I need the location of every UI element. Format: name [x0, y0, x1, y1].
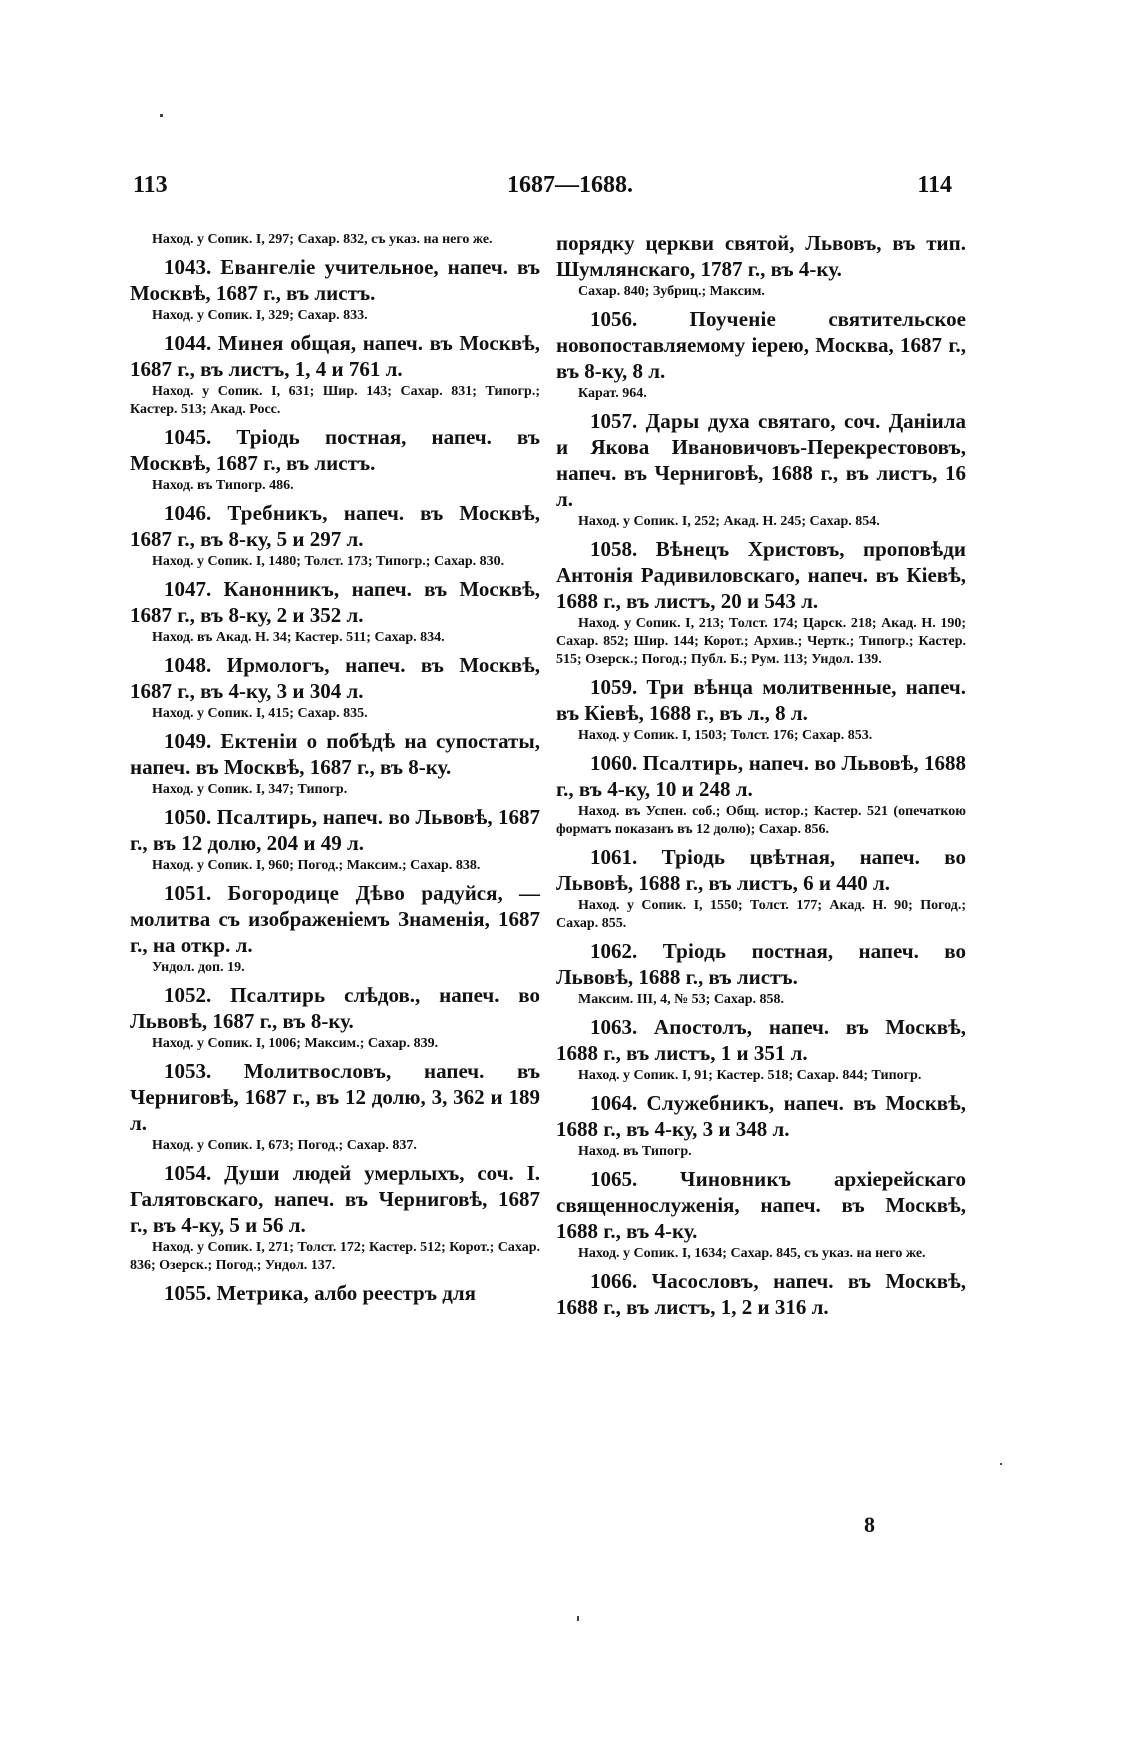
page-number-left: 113 — [133, 172, 168, 198]
entry-location-note: Наход. у Сопик. I, 1634; Сахар. 845, съ указ. на него же. — [578, 1246, 926, 1261]
entry-title: Тріодь — [236, 425, 300, 449]
entry-description — [130, 424, 540, 476]
entry-location-note: Наход. у Сопик. I, 631; Шир. 143; Сахар. 831; Типогр.; Кастер. 513; Акад. Росс. — [130, 384, 540, 417]
entry-title: Тріодь — [661, 845, 726, 869]
catalog-entry — [130, 982, 540, 1053]
entry-number: 1063. — [590, 1015, 638, 1039]
catalog-entry — [130, 576, 540, 647]
entry-description — [556, 1090, 966, 1142]
entry-description — [130, 576, 540, 628]
entry-title: Ектеніи — [220, 729, 298, 753]
entry-number: 1055. — [164, 1281, 212, 1305]
entry-description — [130, 880, 540, 958]
entry-location-note: Максим. III, 4, № 53; Сахар. 858. — [578, 992, 785, 1007]
entry-description — [556, 306, 966, 384]
entry-location-note: Наход. у Сопик. I, 329; Сахар. 833. — [152, 308, 368, 323]
catalog-entry — [556, 844, 966, 933]
entry-description — [130, 1058, 540, 1136]
entry-number: 1057. — [590, 409, 638, 433]
entry-title: Молитвословъ, — [243, 1059, 392, 1083]
catalog-entry — [130, 231, 540, 249]
entry-text: святительское новопоставляемому іерею, Москва, 1687 г., въ 8-ку, 8 л. — [556, 307, 966, 383]
left-column — [130, 230, 540, 1311]
entry-number: 1043. — [164, 255, 212, 279]
entry-description — [130, 982, 540, 1034]
entry-text: напеч. въ Москвѣ, 1687 г., въ 4-ку, 3 и 304 л. — [130, 653, 540, 703]
entry-description — [556, 674, 966, 726]
entry-location-note: Наход. въ Типогр. 486. — [152, 478, 294, 493]
catalog-entry — [130, 330, 540, 419]
catalog-entry — [130, 652, 540, 723]
entry-text: напеч. въ Москвѣ, 1688 г., въ листъ, 1, 2 и 316 л. — [556, 1269, 966, 1319]
entry-text: постная, напеч. во Львовѣ, 1688 г., въ листъ. — [556, 939, 966, 989]
catalog-entry — [556, 536, 966, 669]
entry-description — [556, 1268, 966, 1320]
entry-title: Минея — [217, 331, 284, 355]
entry-text: албо реестръ для — [308, 1281, 476, 1305]
entry-description — [130, 652, 540, 704]
entry-location-note: Наход. у Сопик. I, 1550; Толст. 177; Акад. Н. 90; Погод.; Сахар. 855. — [556, 898, 966, 931]
entry-number: 1047. — [164, 577, 212, 601]
entry-title: Канонникъ, — [223, 577, 340, 601]
entry-number: 1044. — [164, 331, 212, 355]
signature-mark: 8 — [864, 1512, 875, 1537]
catalog-entry — [130, 254, 540, 325]
entry-title: Псалтирь — [230, 983, 326, 1007]
entry-location-note: Наход. въ Акад. Н. 34; Кастер. 511; Сахар. 834. — [152, 630, 445, 645]
entry-text: напеч. въ Черниговѣ, 1687 г., въ 12 долю, 3, 362 и 189 л. — [130, 1059, 541, 1135]
catalog-entry — [556, 938, 966, 1009]
catalog-entry — [130, 424, 540, 495]
catalog-entry — [556, 674, 966, 745]
entry-text: людей умерлыхъ, соч. I. Галятовскаго, напеч. въ Черниговѣ, 1687 г., въ 4-ку, 5 и 56 л. — [130, 1161, 541, 1237]
catalog-entry — [556, 750, 966, 839]
entry-continuation — [556, 230, 966, 282]
entry-location-note: Наход. у Сопик. I, 347; Типогр. — [152, 782, 348, 797]
right-column — [556, 230, 966, 1325]
entry-location-note: Ундол. доп. 19. — [152, 960, 245, 975]
entry-number: 1059. — [590, 675, 638, 699]
entry-description — [556, 938, 966, 990]
entry-number: 1064. — [590, 1091, 638, 1115]
entry-text: напеч. въ Москвѣ, 1687 г., въ 8-ку, 5 и 297 л. — [130, 501, 540, 551]
entry-text: радуйся, —молитва съ изображеніемъ Знаменія, 1687 г., на откр. л. — [130, 881, 540, 957]
entry-title: Души — [224, 1161, 280, 1185]
print-speck — [160, 114, 163, 117]
entry-title: Поученіе — [689, 307, 777, 331]
page-number-right: 114 — [917, 172, 952, 198]
catalog-entry — [130, 1160, 540, 1275]
entry-location-note: Наход. у Сопик. I, 213; Толст. 174; Царск. 218; Акад. Н. 190; Сахар. 852; Шир. 144; Корот.; Архив.; Чертк.; Типогр.; Кастер. 515; Озерск.; Погод.; Публ. Б.; Рум. 113; Ундол. 139. — [556, 616, 966, 667]
catalog-entry — [556, 1268, 966, 1320]
entry-description — [556, 844, 966, 896]
entry-description — [556, 750, 966, 802]
entry-text: слѣдов., напеч. во Львовѣ, 1687 г., въ 8-ку. — [130, 983, 541, 1033]
entry-title: Тріодь — [662, 939, 727, 963]
entry-number: 1048. — [164, 653, 212, 677]
entry-description — [130, 728, 540, 780]
entry-location-note: Наход. въ Успен. соб.; Общ. истор.; Кастер. 521 (опечаткою форматъ показанъ въ 12 долю); Сахар. 856. — [556, 804, 966, 837]
entry-title: Метрика, — [216, 1281, 309, 1305]
entry-number: 1054. — [164, 1161, 212, 1185]
running-head-years: 1687—1688. — [507, 172, 633, 198]
entry-location-note: Наход. у Сопик. I, 91; Кастер. 518; Сахар. 844; Типогр. — [578, 1068, 922, 1083]
entry-title: Богородице Дѣво — [227, 881, 406, 905]
entry-location-note: Карат. 964. — [578, 386, 647, 401]
entry-title: Ирмологъ, — [226, 653, 330, 677]
entry-number: 1061. — [590, 845, 638, 869]
entry-description — [130, 1280, 540, 1306]
entry-number: 1053. — [164, 1059, 212, 1083]
entry-text: Христовъ, проповѣди Антонія Радивиловскаго, напеч. въ Кіевѣ, 1688 г., въ листъ, 20 и 543 л. — [556, 537, 966, 613]
entry-text: напеч. въ Москвѣ, 1688 г., въ 4-ку, 3 и 348 л. — [556, 1091, 966, 1141]
print-speck — [577, 1616, 579, 1621]
catalog-entry — [130, 1280, 540, 1306]
catalog-entry — [556, 306, 966, 403]
entry-location-note: Наход. у Сопик. I, 1503; Толст. 176; Сахар. 853. — [578, 728, 873, 743]
entry-text: о побѣдѣ на супостаты, напеч. въ Москвѣ, 1687 г., въ 8-ку. — [130, 729, 541, 779]
entry-number: 1066. — [590, 1269, 638, 1293]
entry-title: Дары — [645, 409, 700, 433]
catalog-entry — [556, 408, 966, 531]
entry-location-note: Наход. у Сопик. I, 1480; Толст. 173; Типогр.; Сахар. 830. — [152, 554, 505, 569]
entry-text: духа святаго, соч. Даніила и Якова Ивановичовъ-Перекрестововъ, напеч. въ Черниговѣ, 1688 г., въ листъ, 16 л. — [556, 409, 967, 511]
entry-title: Псалтирь, — [642, 751, 744, 775]
entry-text: постная, напеч. въ Москвѣ, 1687 г., въ листъ. — [130, 425, 540, 475]
entry-description — [130, 254, 540, 306]
entry-number: 1052. — [164, 983, 212, 1007]
catalog-entry — [556, 230, 966, 301]
entry-title: Часословъ, — [651, 1269, 759, 1293]
entry-location-note: Наход. у Сопик. I, 1006; Максим.; Сахар. 839. — [152, 1036, 439, 1051]
entry-title: Три вѣнца — [646, 675, 754, 699]
entry-title: Чиновникъ — [679, 1167, 792, 1191]
entry-text: напеч. въ Москвѣ, 1687 г., въ 8-ку, 2 и 352 л. — [130, 577, 540, 627]
entry-description — [556, 1014, 966, 1066]
entry-location-note: Наход. у Сопик. I, 960; Погод.; Максим.; Сахар. 838. — [152, 858, 481, 873]
entry-location-note: Наход. у Сопик. I, 252; Акад. Н. 245; Сахар. 854. — [578, 514, 880, 529]
entry-number: 1045. — [164, 425, 212, 449]
entry-number: 1065. — [590, 1167, 638, 1191]
entry-number: 1062. — [590, 939, 638, 963]
catalog-entry — [130, 500, 540, 571]
entry-location-note: Наход. у Сопик. I, 415; Сахар. 835. — [152, 706, 368, 721]
entry-description — [556, 536, 966, 614]
entry-text: общая, напеч. въ Москвѣ, 1687 г., въ листъ, 1, 4 и 761 л. — [130, 331, 541, 381]
entry-text: архіерейскаго священнослуженія, напеч. въ Москвѣ, 1688 г., въ 4-ку. — [556, 1167, 966, 1243]
catalog-entry — [556, 1166, 966, 1263]
entry-number: 1056. — [590, 307, 638, 331]
entry-text: цвѣтная, напеч. во Львовѣ, 1688 г., въ листъ, 6 и 440 л. — [556, 845, 966, 895]
entry-description — [130, 330, 540, 382]
print-speck — [1000, 1463, 1002, 1465]
entry-text: учительное, напеч. въ Москвѣ, 1687 г., въ листъ. — [130, 255, 541, 305]
entry-description — [130, 500, 540, 552]
entry-location-note: Наход. у Сопик. I, 271; Толст. 172; Кастер. 512; Корот.; Сахар. 836; Озерск.; Погод.; Ундол. 137. — [130, 1240, 541, 1273]
entry-title: Апостолъ, — [653, 1015, 753, 1039]
entry-number: 1046. — [164, 501, 212, 525]
continued-text: порядку церкви святой, Львовъ, въ тип. Шумлянскаго, 1787 г., въ 4-ку. — [556, 231, 966, 281]
entry-description — [130, 1160, 540, 1238]
entry-location-note: Наход. у Сопик. I, 297; Сахар. 832, съ указ. на него же. — [152, 232, 493, 247]
entry-location-note: Наход. у Сопик. I, 673; Погод.; Сахар. 837. — [152, 1138, 417, 1153]
entry-description — [556, 408, 966, 512]
entry-title: Служебникъ, — [646, 1091, 775, 1115]
catalog-entry — [556, 1014, 966, 1085]
entry-location-note: Наход. въ Типогр. — [578, 1144, 692, 1159]
entry-title: Псалтирь, — [216, 805, 318, 829]
entry-title: Вѣнецъ — [655, 537, 730, 561]
catalog-entry — [130, 880, 540, 977]
entry-text: напеч. во Львовѣ, 1687 г., въ 12 долю, 204 и 49 л. — [130, 805, 541, 855]
entry-text: молитвенные, напеч. въ Кіевѣ, 1688 г., въ л., 8 л. — [556, 675, 966, 725]
entry-number: 1058. — [590, 537, 638, 561]
entry-title: Требникъ, — [227, 501, 328, 525]
entry-location-note: Сахар. 840; Зубриц.; Максим. — [578, 284, 765, 299]
entry-text: напеч. во Львовѣ, 1688 г., въ 4-ку, 10 и 248 л. — [556, 751, 967, 801]
entry-description — [556, 1166, 966, 1244]
entry-number: 1049. — [164, 729, 212, 753]
catalog-entry — [130, 804, 540, 875]
catalog-entry — [130, 728, 540, 799]
catalog-entry — [556, 1090, 966, 1161]
entry-title: Евангеліе — [220, 255, 316, 279]
entry-number: 1060. — [590, 751, 638, 775]
entry-text: напеч. въ Москвѣ, 1688 г., въ листъ, 1 и 351 л. — [556, 1015, 966, 1065]
entry-description — [130, 804, 540, 856]
entry-number: 1051. — [164, 881, 212, 905]
catalog-entry — [130, 1058, 540, 1155]
entry-number: 1050. — [164, 805, 212, 829]
